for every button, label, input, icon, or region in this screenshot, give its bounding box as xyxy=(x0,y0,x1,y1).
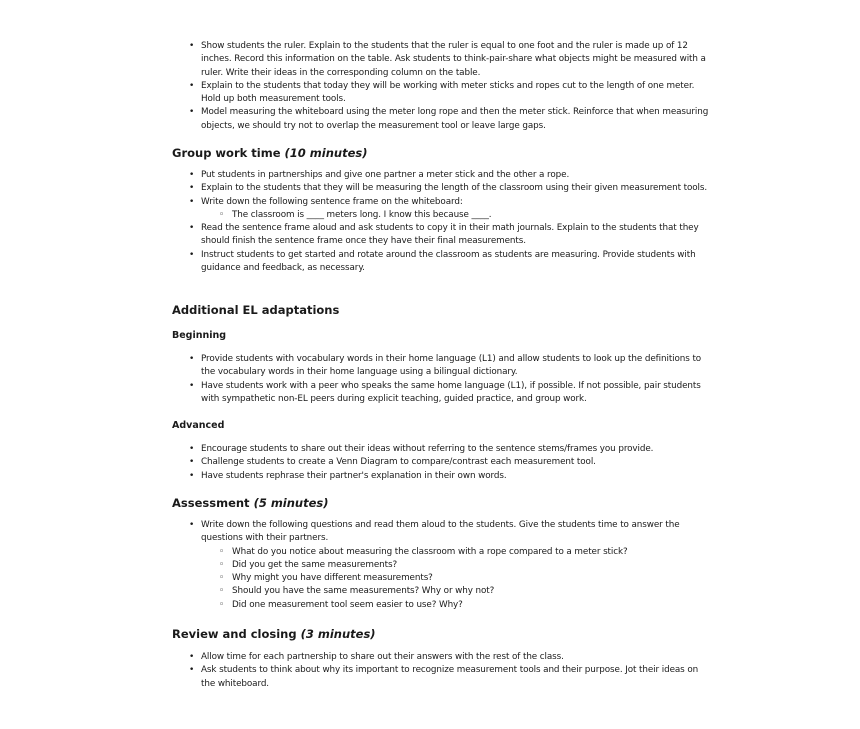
list-item: ◦ Why might you have different measurements? xyxy=(201,572,712,585)
list-item: • Allow time for each partnership to share out their answers with the rest of the class. xyxy=(172,651,712,664)
list-item: • Encourage students to share out their ideas without referring to the sentence stems/frames you provide. xyxy=(172,443,712,456)
list-item: • Put students in partnerships and give one partner a meter stick and the other a rope. xyxy=(172,169,712,182)
section-heading: Review and closing (3 minutes) xyxy=(172,627,376,641)
review-heading xyxy=(172,627,712,641)
el-heading xyxy=(172,303,712,317)
assessment-section xyxy=(172,519,712,612)
review-list xyxy=(172,651,712,691)
list-item: ◦ Did you get the same measurements? xyxy=(201,559,712,572)
assessment-questions xyxy=(201,546,712,612)
section-heading: Group work time (10 minutes) xyxy=(172,146,368,160)
advanced-section xyxy=(172,443,712,483)
intro-list xyxy=(172,40,712,133)
list-item: ◦ The classroom is ____ meters long. I know this because ____. xyxy=(201,209,712,222)
beginning-heading xyxy=(172,330,712,342)
list-item: • Model measuring the whiteboard using the meter long rope and then the meter stick. Reinforce that when measuring objects, we should try not to overlap the measurement tool or leave large gaps. xyxy=(172,106,712,133)
advanced-list xyxy=(172,443,712,483)
subsection-heading: Beginning xyxy=(172,330,227,341)
list-item: • Write down the following questions and read them aloud to the students. Give the students time to answer the questions with their partners. ◦ What do you notice about measuring the classroom with a rope compared to a meter stick? ◦ Did you get the same measurements? ◦ Why might you have different measurements? ◦ Should you have the same measurements? Why or why not? ◦ Did one measurement tool seem easier to use? Why? xyxy=(172,519,712,612)
list-item: ◦ Did one measurement tool seem easier to use? Why? xyxy=(201,599,712,612)
list-item: • Instruct students to get started and rotate around the classroom as students are measuring. Provide students with guidance and feedback, as necessary. xyxy=(172,249,712,276)
section-heading: Assessment (5 minutes) xyxy=(172,496,329,510)
list-item: • Explain to the students that they will be measuring the length of the classroom using their given measurement tools. xyxy=(172,182,712,195)
list-item: • Show students the ruler. Explain to the students that the ruler is equal to one foot and the ruler is made up of 12 inches. Record this information on the table. Ask students to think-pair-share what objects might be measured with a ruler. Write their ideas in the corresponding column on the table. xyxy=(172,40,712,80)
list-item: • Write down the following sentence frame on the whiteboard: ◦ The classroom is ____ meters long. I know this because ____. xyxy=(172,196,712,223)
list-item: • Provide students with vocabulary words in their home language (L1) and allow students to look up the definitions to the vocabulary words in their home language using a bilingual dictionary. xyxy=(172,353,712,380)
list-item: • Explain to the students that today they will be working with meter sticks and ropes cut to the length of one meter. Hold up both measurement tools. xyxy=(172,80,712,107)
list-item: ◦ Should you have the same measurements? Why or why not? xyxy=(201,585,712,598)
list-item: • Read the sentence frame aloud and ask students to copy it in their math journals. Explain to the students that they should finish the sentence frame once they have their final measurements. xyxy=(172,222,712,249)
section-heading: Additional EL adaptations xyxy=(172,303,340,317)
group-work-list xyxy=(172,169,712,275)
intro-section xyxy=(172,40,712,133)
assessment-list xyxy=(172,519,712,612)
group-work-section xyxy=(172,169,712,275)
beginning-list xyxy=(172,353,712,406)
advanced-heading xyxy=(172,420,712,432)
sentence-frame-list xyxy=(201,209,712,222)
list-item: • Have students rephrase their partner's explanation in their own words. xyxy=(172,470,712,483)
list-item: • Have students work with a peer who speaks the same home language (L1), if possible. If not possible, pair students with sympathetic non-EL peers during explicit teaching, guided practice, and group work. xyxy=(172,380,712,407)
assessment-heading xyxy=(172,496,712,510)
review-section xyxy=(172,651,712,691)
list-item: • Ask students to think about why its important to recognize measurement tools and their purpose. Jot their ideas on the whiteboard. xyxy=(172,664,712,691)
group-work-heading xyxy=(172,146,712,160)
subsection-heading: Advanced xyxy=(172,420,225,431)
list-item: ◦ What do you notice about measuring the classroom with a rope compared to a meter stick? xyxy=(201,546,712,559)
list-item: • Challenge students to create a Venn Diagram to compare/contrast each measurement tool. xyxy=(172,456,712,469)
beginning-section xyxy=(172,353,712,406)
